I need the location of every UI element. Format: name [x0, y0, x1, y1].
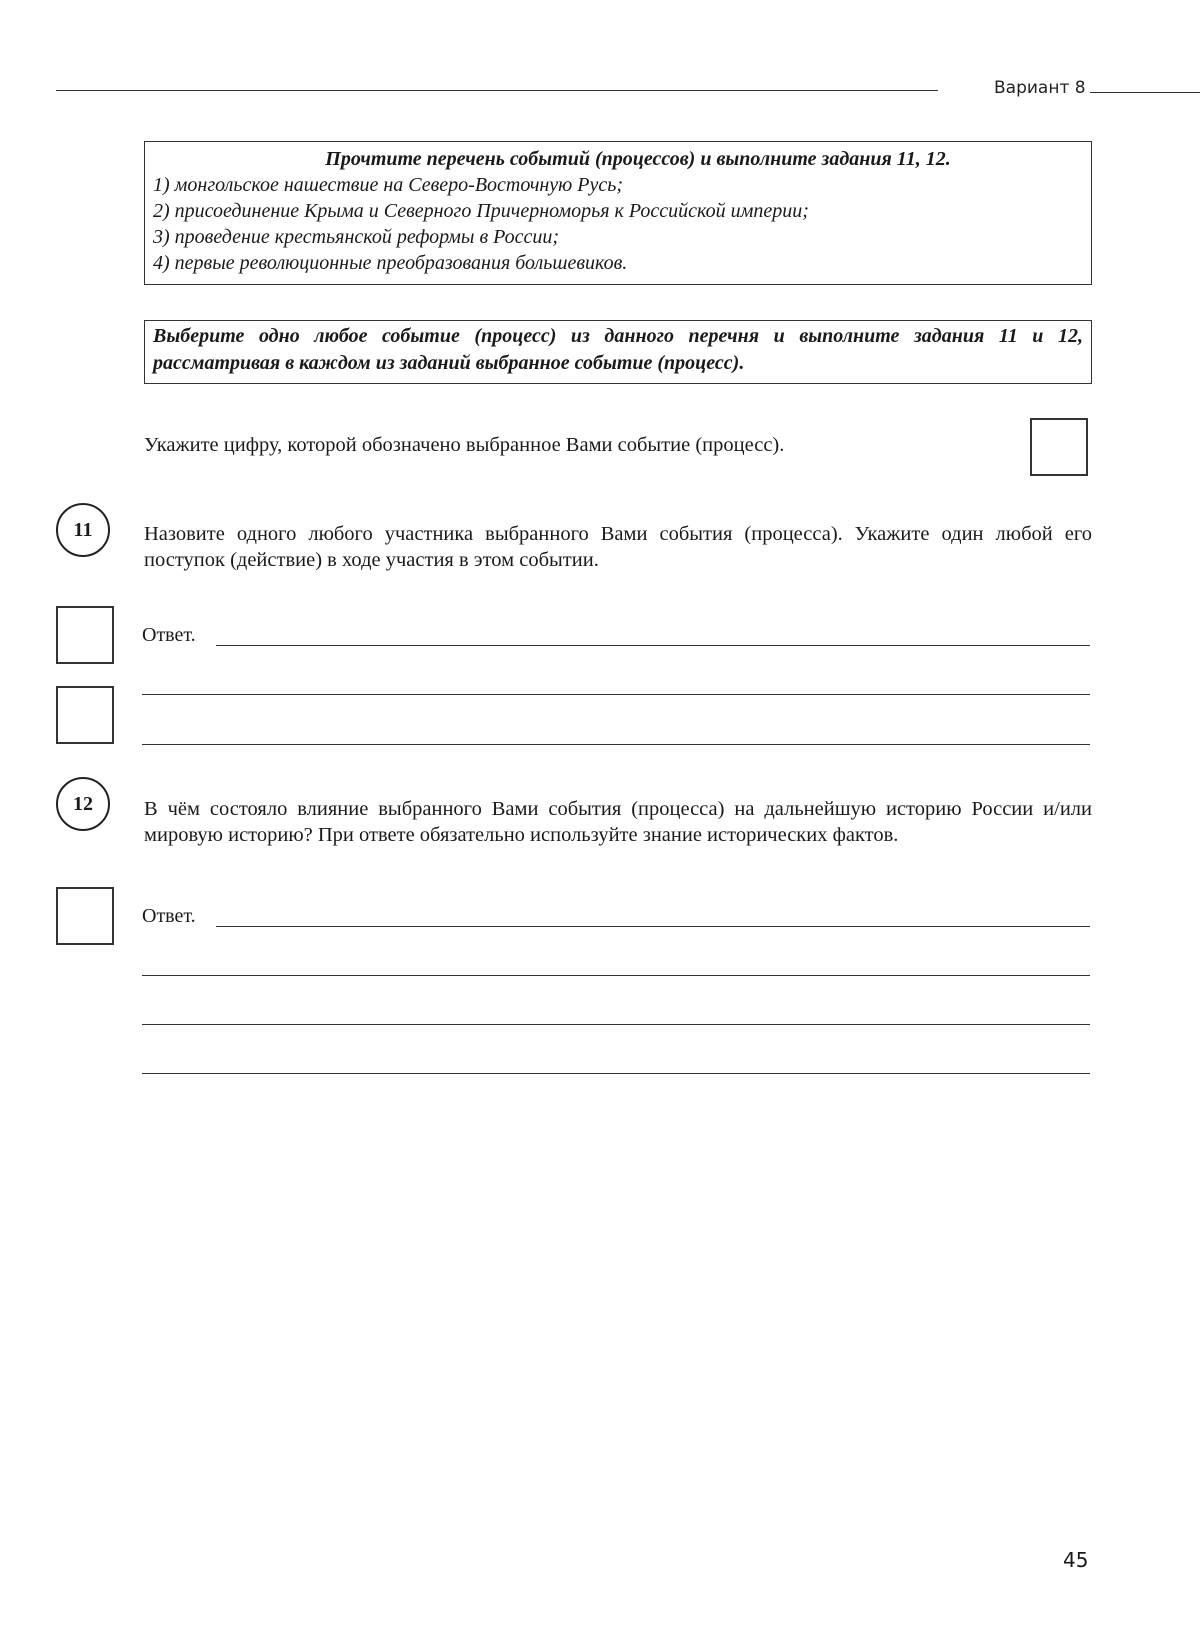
choice-answer-box[interactable] — [1030, 418, 1088, 476]
event-item-3: 3) проведение крестьянской реформы в России; — [153, 226, 560, 248]
header-rule-left — [56, 90, 938, 91]
task-11-number: 11 — [73, 518, 93, 541]
task-11-score-box-1[interactable] — [56, 606, 114, 664]
task-11-answer-line-3[interactable] — [142, 744, 1090, 745]
task-12-answer-line-2[interactable] — [142, 975, 1090, 976]
event-item-4: 4) первые революционные преобразования большевиков. — [153, 252, 628, 274]
events-list-box — [144, 141, 1092, 285]
instruction-box: Выберите одно любое событие (процесс) из данного перечня и выполните задания 11 и 12, рассматривая в каждом из заданий выбранное событие (процесс). — [144, 320, 1092, 384]
task-12-answer-line-3[interactable] — [142, 1024, 1090, 1025]
task-12-score-box[interactable] — [56, 887, 114, 945]
event-item-2: 2) присоединение Крыма и Северного Причерноморья к Российской империи; — [153, 200, 809, 222]
task-11-answer-label: Ответ. — [142, 624, 196, 646]
header-rule-right — [1090, 92, 1200, 93]
choice-prompt: Укажите цифру, которой обозначено выбранное Вами событие (процесс). — [144, 434, 785, 456]
task-11-answer-line-2[interactable] — [142, 694, 1090, 695]
task-12-answer-label: Ответ. — [142, 905, 196, 927]
task-12-answer-line-1[interactable] — [216, 926, 1090, 927]
variant-label: Вариант 8 — [994, 78, 1086, 98]
task-11-answer-line-1[interactable] — [216, 645, 1090, 646]
task-11-text: Назовите одного любого участника выбранного Вами события (процесса). Укажите один любой его поступок (действие) в ходе участия в этом событии. — [144, 523, 1092, 571]
task-12-number: 12 — [73, 792, 93, 815]
page-number: 45 — [1063, 1548, 1089, 1572]
events-list-title: Прочтите перечень событий (процессов) и выполните задания 11, 12. — [325, 148, 951, 170]
task-12-answer-line-4[interactable] — [142, 1073, 1090, 1074]
task-11-score-box-2[interactable] — [56, 686, 114, 744]
task-11-number-circle — [56, 503, 110, 557]
task-12-number-circle — [56, 777, 110, 831]
event-item-1: 1) монгольское нашествие на Северо-Восточную Русь; — [153, 174, 624, 196]
task-12-text: В чём состояло влияние выбранного Вами события (процесса) на дальнейшую историю России и/или мировую историю? При ответе обязательно используйте знание исторических фактов. — [144, 798, 1092, 846]
